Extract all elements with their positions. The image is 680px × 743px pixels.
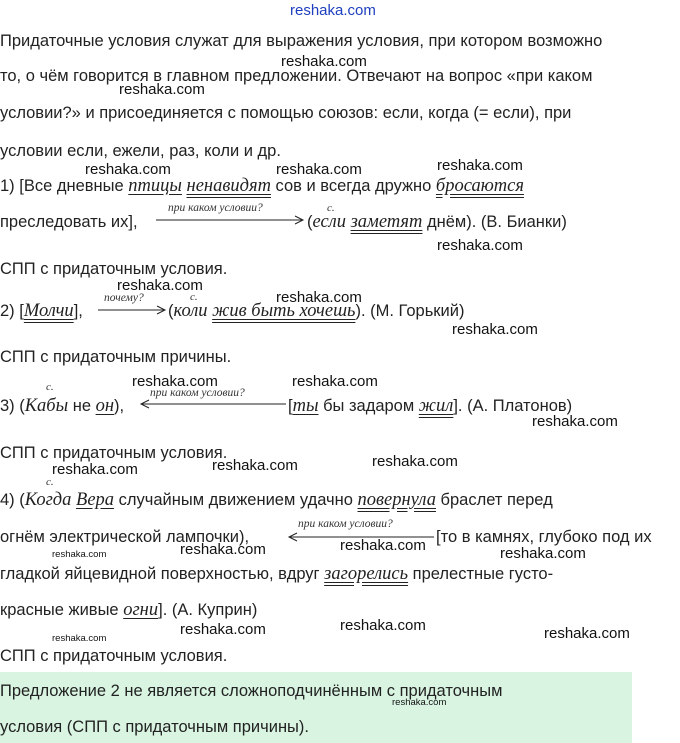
- s3-bracket: [: [288, 397, 293, 415]
- s3-subject: он: [95, 396, 115, 416]
- s1-subject: птицы: [128, 176, 182, 196]
- s1-main-end: преследовать их],: [0, 213, 138, 231]
- s1-author: днём). (В. Бианки): [422, 213, 567, 231]
- s1-paren: (: [307, 213, 313, 231]
- s3-type: СПП с придаточным условия.: [0, 444, 228, 462]
- s1-text-2: сов и всегда дружно: [270, 177, 436, 195]
- s3-paren: 3) (: [0, 397, 25, 415]
- s3-subject-2: ты: [292, 396, 319, 416]
- s1-arrow-icon: [156, 214, 306, 226]
- s1-conjunction: если: [312, 212, 346, 232]
- s2-conjunction: коли: [173, 301, 208, 321]
- s2-predicate-2: жив быть хочешь: [212, 301, 356, 321]
- s4-line-4: [0, 600, 257, 620]
- s2-paren: (: [168, 302, 174, 320]
- s4-text-4: прелестные густо-: [408, 565, 554, 583]
- s2-line: [0, 301, 83, 321]
- s2-bracket: 2) [: [0, 302, 24, 320]
- intro-line-2: то, о чём говорится в главном предложении. Отвечают на вопрос «при каком: [0, 67, 593, 85]
- watermark: reshaka.com: [52, 549, 107, 560]
- s3-text: не: [68, 397, 96, 415]
- s4-question: при каком условии?: [298, 518, 393, 530]
- watermark: reshaka.com: [180, 541, 266, 558]
- watermark: reshaka.com: [452, 321, 538, 338]
- watermark: reshaka.com: [281, 53, 367, 70]
- s4-text-2: браслет перед: [435, 491, 553, 509]
- s3-text-2: бы задаром: [318, 397, 419, 415]
- watermark: reshaka.com: [392, 697, 447, 708]
- watermark: reshaka.com: [276, 161, 362, 178]
- s4-paren: 4) (: [0, 491, 25, 509]
- s1-predicate-1: ненавидят: [186, 176, 271, 196]
- s1-subordinate: [307, 212, 567, 232]
- s1-predicate-3: заметят: [350, 212, 423, 232]
- watermark: reshaka.com: [292, 373, 378, 390]
- watermark: reshaka.com: [340, 617, 426, 634]
- s3-conj-mark: с.: [46, 381, 54, 393]
- watermark: reshaka.com: [437, 237, 523, 254]
- s4-text: случайным движением удачно: [114, 491, 358, 509]
- watermark: reshaka.com: [437, 157, 523, 174]
- s4-conjunction: Когда: [24, 490, 72, 510]
- watermark: reshaka.com: [52, 461, 138, 478]
- s4-author: ]. (А. Куприн): [158, 601, 258, 619]
- watermark: reshaka.com: [276, 289, 362, 306]
- s4-predicate: повернула: [357, 490, 436, 510]
- s2-predicate: Молчи: [23, 301, 74, 321]
- answer-line-2: условия (СПП с придаточным причины).: [0, 718, 309, 736]
- s4-subject: Вера: [76, 490, 115, 510]
- s2-bracket-end: ],: [73, 302, 83, 320]
- watermark: reshaka.com: [119, 81, 205, 98]
- answer-line-1: Предложение 2 не является сложноподчинённым с придаточным: [0, 682, 503, 700]
- s4-text-5: красные живые: [0, 601, 124, 619]
- s3-arrow-icon: [140, 398, 286, 410]
- s4-predicate-2: загорелись: [324, 564, 409, 584]
- watermark: reshaka.com: [180, 621, 266, 638]
- s3-line: [0, 396, 124, 416]
- s3-author: ]. (А. Платонов): [453, 397, 573, 415]
- intro-line-4: условии если, ежели, раз, коли и др.: [0, 142, 281, 160]
- watermark: reshaka.com: [132, 373, 218, 390]
- s3-predicate: жил: [418, 396, 454, 416]
- watermark: reshaka.com: [544, 625, 630, 642]
- site-header[interactable]: reshaka.com: [290, 2, 376, 19]
- s4-text-3: гладкой яйцевидной поверхностью, вдруг: [0, 565, 325, 583]
- s1-type: СПП с придаточным условия.: [0, 260, 228, 278]
- s4-type: СПП с придаточным условия.: [0, 647, 228, 665]
- watermark: reshaka.com: [340, 537, 426, 554]
- watermark: reshaka.com: [85, 161, 171, 178]
- watermark: reshaka.com: [500, 545, 586, 562]
- s1-predicate-2: бросаются: [435, 176, 524, 196]
- s3-question: при каком условии?: [150, 387, 245, 399]
- watermark: reshaka.com: [532, 413, 618, 430]
- watermark: reshaka.com: [52, 633, 107, 644]
- s4-line-2: огнём электрической лампочки),: [0, 528, 250, 546]
- watermark: reshaka.com: [117, 277, 203, 294]
- s4-line-1: [0, 490, 553, 510]
- s2-question: почему?: [104, 292, 144, 304]
- s1-conj-mark: с.: [327, 202, 335, 214]
- s2-conj-mark: с.: [190, 291, 198, 303]
- s1-text: 1) [Все дневные: [0, 177, 129, 195]
- s3-main: [288, 396, 572, 416]
- s4-subject-2: огни: [123, 600, 159, 620]
- s1-line-1: [0, 176, 524, 196]
- watermark: reshaka.com: [372, 453, 458, 470]
- s2-author: ). (М. Горький): [355, 302, 465, 320]
- s4-main-start: [то в камнях, глубоко под их: [436, 528, 652, 546]
- intro-line-1: Придаточные условия служат для выражения условия, при котором возможно: [0, 32, 603, 50]
- intro-line-3: условии?» и присоединяется с помощью союзов: если, когда (= если), при: [0, 104, 572, 122]
- s1-question: при каком условии?: [168, 202, 263, 214]
- s4-conj-mark: с.: [46, 476, 54, 488]
- s4-line-3: [0, 564, 553, 584]
- s3-paren-end: ),: [114, 397, 125, 415]
- watermark: reshaka.com: [212, 457, 298, 474]
- s3-conjunction: Кабы: [24, 396, 69, 416]
- s2-type: СПП с придаточным причины.: [0, 348, 232, 366]
- s2-arrow-icon: [98, 304, 168, 316]
